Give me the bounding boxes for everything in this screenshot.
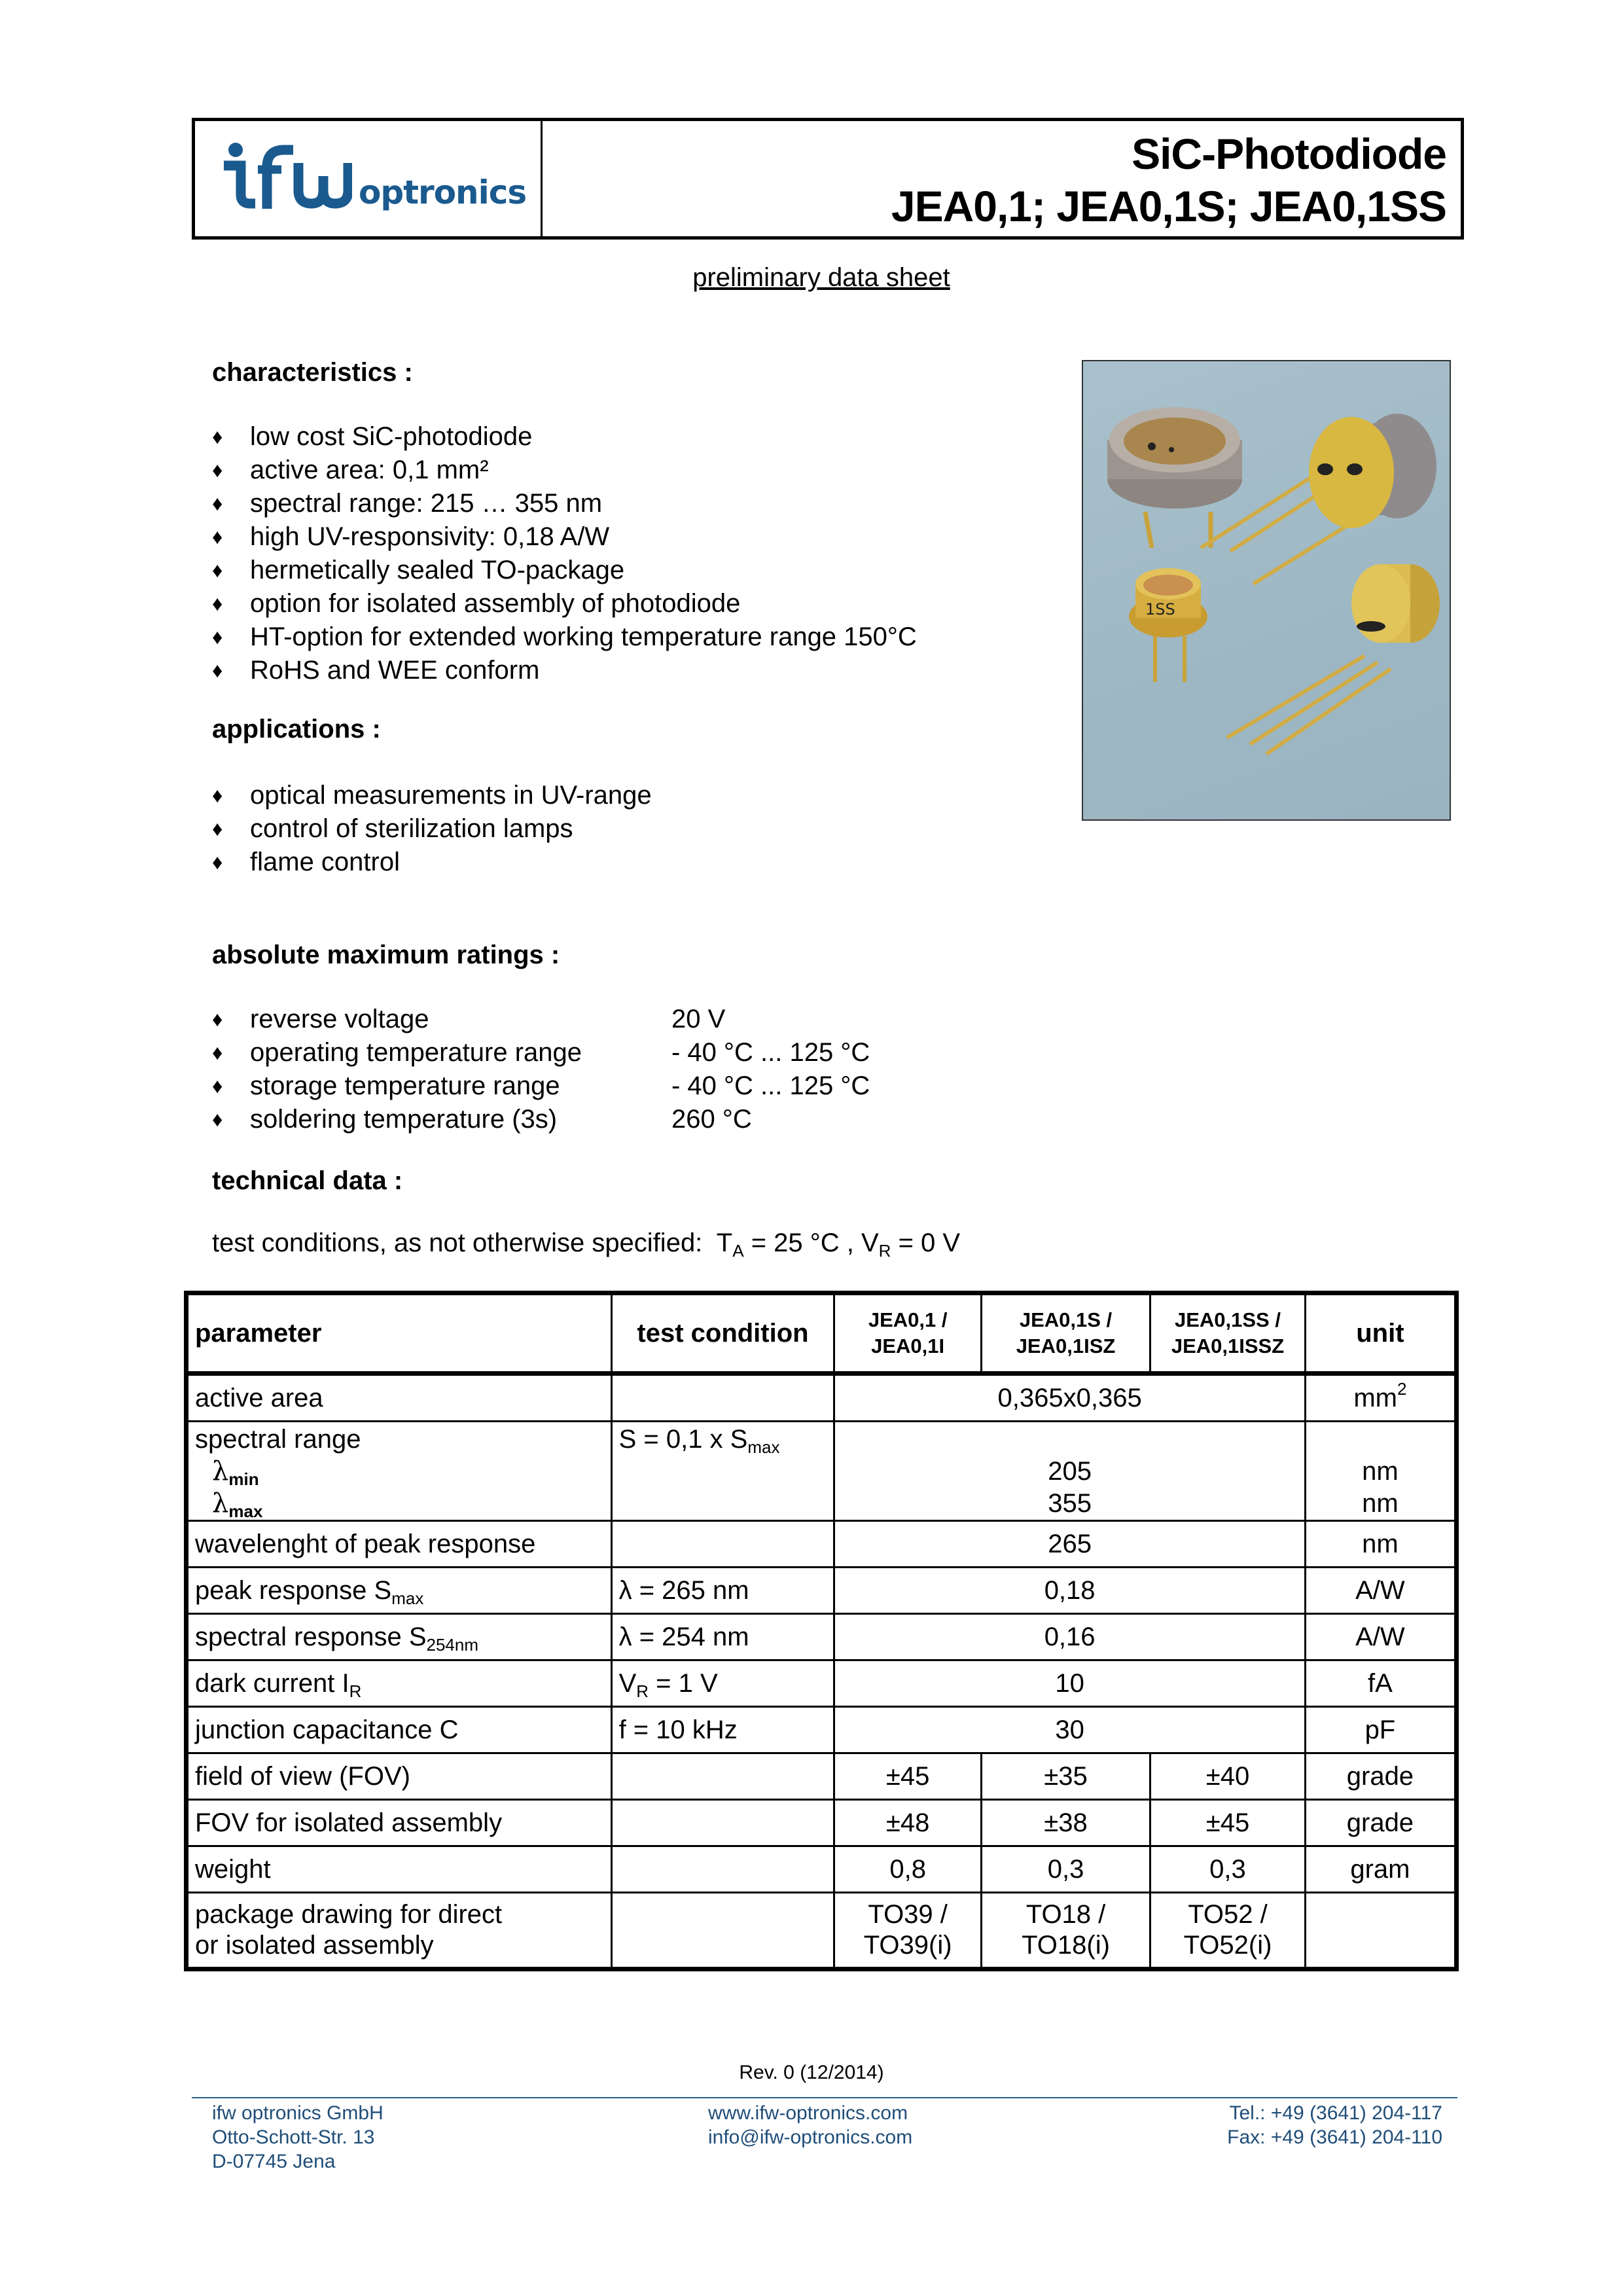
rating-row: ♦ operating temperature range - 40 °C ... 125 °C — [212, 1036, 997, 1069]
ratings-list — [212, 1003, 997, 1136]
list-item: ♦ low cost SiC-photodiode — [212, 420, 917, 454]
table-header-row — [187, 1293, 1457, 1374]
document-header — [192, 118, 1464, 240]
characteristics-heading: characteristics : — [212, 358, 413, 387]
table-row: weight 0,8 0,3 0,3 gram — [187, 1846, 1457, 1893]
diamond-bullet-icon: ♦ — [212, 425, 223, 448]
column-header-jea01: JEA0,1 / JEA0,1I — [834, 1293, 981, 1374]
column-header-unit: unit — [1305, 1293, 1456, 1374]
diamond-bullet-icon: ♦ — [212, 658, 223, 682]
column-header-jea01s: JEA0,1S / JEA0,1ISZ — [981, 1293, 1150, 1374]
technical-heading: technical data : — [212, 1166, 403, 1195]
diamond-bullet-icon: ♦ — [212, 850, 223, 874]
product-family-title: SiC-Photodiode — [1132, 130, 1446, 178]
diamond-bullet-icon: ♦ — [212, 592, 223, 615]
document-subtitle: preliminary data sheet — [692, 263, 950, 292]
table-row: junction capacitance C f = 10 kHz 30 pF — [187, 1707, 1457, 1753]
list-item: ♦ RoHS and WEE conform — [212, 654, 917, 687]
table-row: spectral range $\lambda_{min}$ $\lambda_{max}$ S = 0,1 x $S_{max}$ 205 355 nm nm — [187, 1422, 1457, 1521]
list-item: ♦ flame control — [212, 846, 652, 879]
photodiode-packages-image — [1083, 361, 1450, 819]
footer-phone-contact — [1227, 2101, 1442, 2149]
fax: Fax: +49 (3641) 204-110 — [1227, 2126, 1442, 2148]
ratings-heading: absolute maximum ratings : — [212, 941, 560, 969]
diamond-bullet-icon: ♦ — [212, 1007, 223, 1031]
column-header-parameter: parameter — [187, 1293, 612, 1374]
title-block — [543, 121, 1461, 236]
street-address: Otto-Schott-Str. 13 — [212, 2126, 375, 2148]
diamond-bullet-icon: ♦ — [212, 783, 223, 807]
product-models-title: JEA0,1; JEA0,1S; JEA0,1SS — [891, 182, 1446, 230]
logo-wordmark: optronics — [359, 173, 527, 211]
characteristics-list — [212, 420, 917, 687]
diamond-bullet-icon: ♦ — [212, 817, 223, 840]
product-photo — [1082, 360, 1451, 821]
applications-heading: applications : — [212, 715, 381, 744]
column-header-jea01ss: JEA0,1SS / JEA0,1ISSZ — [1150, 1293, 1306, 1374]
applications-list — [212, 779, 652, 879]
technical-data-table — [184, 1291, 1459, 1971]
telephone: Tel.: +49 (3641) 204-117 — [1229, 2102, 1442, 2124]
list-item: ♦ option for isolated assembly of photodiode — [212, 587, 917, 620]
rating-row: ♦ soldering temperature (3s) 260 °C — [212, 1103, 997, 1136]
list-item: ♦ active area: 0,1 mm² — [212, 454, 917, 487]
company-name: ifw optronics GmbH — [212, 2102, 383, 2124]
diamond-bullet-icon: ♦ — [212, 625, 223, 649]
email-link[interactable]: info@ifw-optronics.com — [708, 2126, 913, 2148]
table-row: FOV for isolated assembly ±48 ±38 ±45 grade — [187, 1800, 1457, 1846]
table-row: peak response $S_{max}$ λ = 265 nm 0,18 A/W — [187, 1568, 1457, 1614]
city: D-07745 Jena — [212, 2151, 336, 2172]
website-link[interactable]: www.ifw-optronics.com — [708, 2102, 908, 2124]
diamond-bullet-icon: ♦ — [212, 1107, 223, 1131]
footer-web-contact — [708, 2101, 912, 2149]
svg-text:1SS: 1SS — [1145, 600, 1175, 619]
list-item: ♦ spectral range: 215 … 355 nm — [212, 487, 917, 520]
diamond-bullet-icon: ♦ — [212, 525, 223, 548]
revision-label: Rev. 0 (12/2014) — [739, 2062, 884, 2083]
diamond-bullet-icon: ♦ — [212, 558, 223, 582]
diamond-bullet-icon: ♦ — [212, 1041, 223, 1064]
diamond-bullet-icon: ♦ — [212, 492, 223, 515]
footer-address — [212, 2101, 383, 2174]
table-row: field of view (FOV) ±45 ±35 ±40 grade — [187, 1753, 1457, 1800]
footer-divider — [192, 2097, 1457, 2098]
ifw-logo-icon — [221, 141, 352, 213]
rating-row: ♦ reverse voltage 20 V — [212, 1003, 997, 1036]
column-header-test-condition: test condition — [611, 1293, 834, 1374]
list-item: ♦ HT-option for extended working temperature range 150°C — [212, 620, 917, 654]
list-item: ♦ high UV-responsivity: 0,18 A/W — [212, 520, 917, 554]
table-row: package drawing for direct or isolated assembly TO39 / TO39(i) TO18 / TO18(i) TO52 / TO52(i) — [187, 1893, 1457, 1969]
list-item: ♦ hermetically sealed TO-package — [212, 554, 917, 587]
table-row: wavelenght of peak response 265 nm — [187, 1521, 1457, 1568]
table-row: dark current $I_R$ $V_R = 1$ V 10 fA — [187, 1660, 1457, 1707]
list-item: ♦ optical measurements in UV-range — [212, 779, 652, 812]
logo — [195, 121, 543, 236]
diamond-bullet-icon: ♦ — [212, 458, 223, 482]
test-conditions: test conditions, as not otherwise specified: $T_A = 25$ °C , $V_R = 0$ V — [212, 1229, 961, 1261]
table-row: spectral response $S_{254nm}$ λ = 254 nm 0,16 A/W — [187, 1614, 1457, 1660]
list-item: ♦ control of sterilization lamps — [212, 812, 652, 846]
rating-row: ♦ storage temperature range - 40 °C ... 125 °C — [212, 1069, 997, 1103]
diamond-bullet-icon: ♦ — [212, 1074, 223, 1098]
table-row: active area 0,365x0,365 $mm^2$ — [187, 1374, 1457, 1422]
